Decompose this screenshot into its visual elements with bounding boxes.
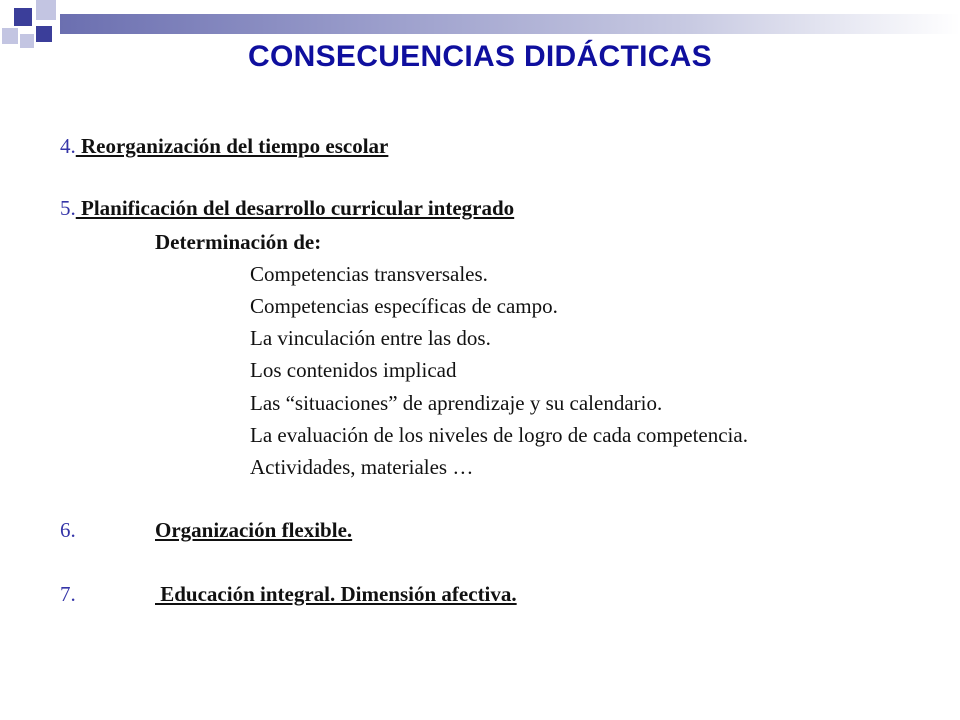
- decor-square: [14, 8, 32, 26]
- subitem: La vinculación entre las dos.: [250, 326, 491, 350]
- list-item-5: [60, 196, 514, 220]
- subitem: Competencias transversales.: [250, 262, 488, 286]
- subitem: Competencias específicas de campo.: [250, 294, 558, 318]
- header-gradient-bar: [60, 14, 960, 34]
- slide-title: CONSECUENCIAS DIDÁCTICAS: [248, 40, 712, 73]
- subitem: La evaluación de los niveles de logro de cada competencia.: [250, 423, 748, 447]
- item-label: Reorganización del tiempo escolar: [75, 134, 389, 158]
- subitem: Las “situaciones” de aprendizaje y su calendario.: [250, 391, 663, 415]
- item-number: 6.: [60, 518, 76, 542]
- list-item-4: [60, 134, 388, 158]
- subitem: Los contenidos implicad: [250, 358, 457, 382]
- decor-square: [36, 0, 56, 20]
- list-item-7: [60, 582, 76, 606]
- subheading: Determinación de:: [155, 230, 322, 254]
- item-label-wrapper: [155, 582, 517, 606]
- item-number: 5.: [60, 196, 76, 220]
- item-label: Planificación del desarrollo curricular integrado: [75, 196, 515, 220]
- list-item-6: [60, 518, 76, 542]
- item-label: Organización flexible.: [155, 518, 353, 542]
- item-label: Educación integral. Dimensión afectiva.: [155, 582, 517, 606]
- item-number: 7.: [60, 582, 76, 606]
- item-number: 4.: [60, 134, 76, 158]
- subitem: Actividades, materiales …: [250, 455, 474, 479]
